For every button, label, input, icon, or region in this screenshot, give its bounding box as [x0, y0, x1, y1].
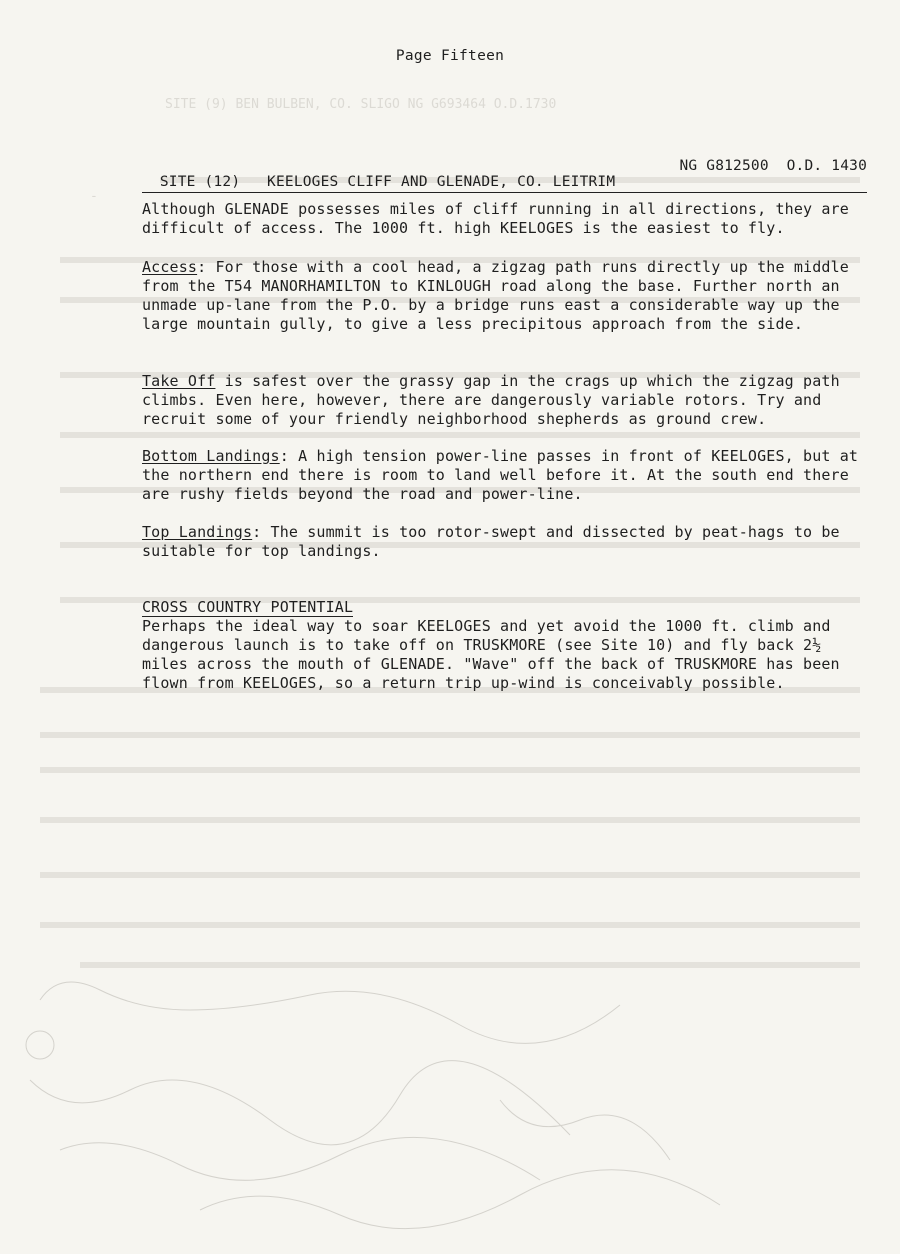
bottom-landings-text: : A high tension power-line passes in front of KEELOGES, but at the northern end there is room to land well before it. At the south end there are rushy fields beyond the road and power-line. — [142, 447, 859, 503]
cross-country-text: Perhaps the ideal way to soar KEELOGES and yet avoid the 1000 ft. climb and dangerous launch is to take off on TRUSKMORE (see Site 10) and fly back 2½ miles across the mouth of GLENADE. "Wave" off the back of TRUSKMORE has been flown from KEELOGES, so a return trip up-wind is conceivably possible. — [142, 617, 840, 692]
access-text: : For those with a cool head, a zigzag path runs directly up the middle from the T54 MANORHAMILTON to KINLOUGH road along the base. Further north an unmade up-lane from the P.O. by a bridge runs east a considerable way up the large mountain gully, to give a less precipitous approach from the side. — [142, 258, 849, 333]
top-landings-paragraph — [142, 523, 872, 561]
take-off-text: is safest over the grassy gap in the crags up which the zigzag path climbs. Even here, however, there are dangerously variable rotors. Try and recruit some of your friendly neighborhood shepherds as ground crew. — [142, 372, 840, 428]
take-off-paragraph — [142, 372, 872, 429]
cross-country-heading: CROSS COUNTRY POTENTIAL — [142, 598, 354, 616]
cross-country-section — [142, 598, 872, 693]
bottom-landings-label: Bottom Landings — [142, 447, 280, 465]
site-title: SITE (12) KEELOGES CLIFF AND GLENADE, CO. LEITRIM — [159, 174, 616, 190]
grid-reference: NG G812500 O.D. 1430 — [679, 158, 867, 174]
svg-text:-: - — [90, 189, 98, 204]
top-landings-label: Top Landings — [142, 523, 253, 541]
top-landings-text: : The summit is too rotor-swept and dissected by peat-hags to be suitable for top landings. — [142, 523, 840, 560]
site-heading — [142, 142, 867, 193]
access-paragraph — [142, 258, 872, 334]
bottom-landings-paragraph — [142, 447, 872, 504]
svg-text:SITE (9) BEN BULBEN, CO.: SITE (9) BEN BULBEN, CO. SLIGO NG G693464 O.D.1730 — [165, 97, 557, 112]
intro-paragraph — [142, 200, 872, 238]
take-off-label: Take Off — [142, 372, 216, 390]
intro-text: Although GLENADE possesses miles of cliff running in all directions, they are difficult of access. The 1000 ft. high KEELOGES is the easiest to fly. — [142, 200, 849, 237]
access-label: Access — [142, 258, 198, 276]
page-number: Page Fifteen — [395, 48, 505, 64]
